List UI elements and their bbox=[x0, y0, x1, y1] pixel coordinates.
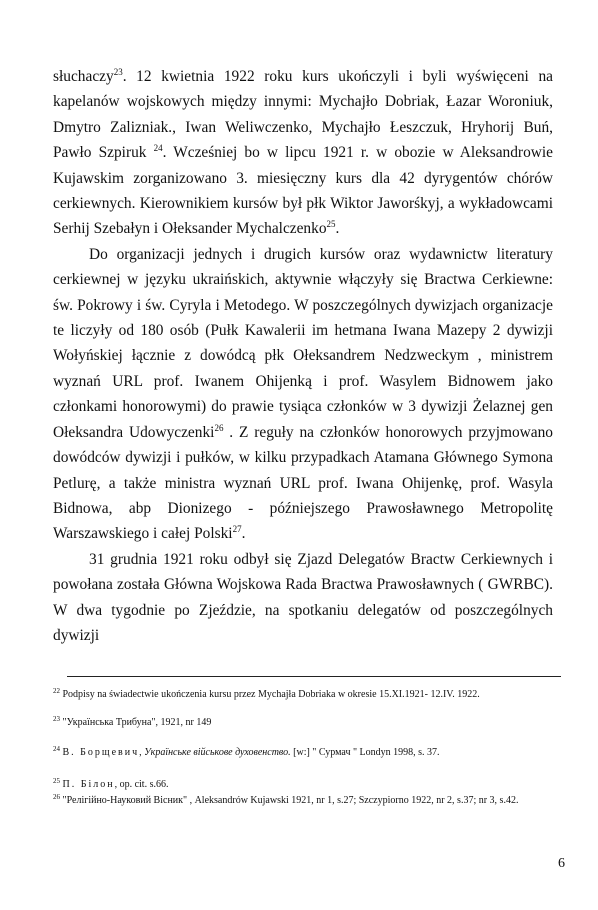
footnote-24: $^{24}$ В. Борщевич, Українське військове духовенство. [w:] " Сурмач " Londyn 1998, s. 37. bbox=[53, 745, 440, 758]
footnote-25 bbox=[53, 778, 553, 791]
text-run: słuchaczy bbox=[53, 68, 114, 85]
footnote-23 bbox=[53, 716, 553, 729]
footnote-author: П. Білон bbox=[62, 779, 115, 790]
paragraph-2 bbox=[53, 242, 553, 547]
text-run: . Wcześniej bo w lipcu 1921 r. w obozie w Aleksandrowie Kujawskim zorganizowano 3. miesięczny kurs dla 42 dyrygentów chórów cerkiewnych. Kierownikiem kursów był płk Wiktor Jaworśkyj, a wykładowcami Serhij Szebałyn i Ołeksander Mychalczenko bbox=[53, 144, 553, 238]
footnote-ref-23: 23 bbox=[113, 67, 123, 77]
footnote-text: , op. cit. s.66. bbox=[114, 779, 169, 790]
footnote-26 bbox=[53, 794, 553, 807]
footnote-number: 25 bbox=[53, 777, 60, 785]
text-run: . 12 kwietnia 1922 roku kurs ukończyli i byli wyświęceni na kapelanów wojskowych między innymi: Mychajło Dobriak, Łazar Woroniuk, Dmytro Zalizniak., Iwan Weliwczenko, Mychajło Łeszczuk, Hryhorij Buń, Pawło Szpiruk bbox=[53, 68, 553, 162]
footnote-number: 24 bbox=[53, 745, 60, 753]
footnote-ref-25: 25 bbox=[326, 219, 336, 230]
main-text bbox=[53, 64, 553, 648]
footnote-title: Українське військове духовенство. bbox=[144, 747, 291, 758]
text-run: Do organizacji jednych i drugich kursów oraz wydawnictw literatury cerkiewnej w języku ukraińskich, aktywnie włączyły się Bractwa Cerkiewne: św. Pokrowy i św. Cyryla i Metodego. W poszczególnych dywizjach organizacje te liczyły od 180 osób (Pułk Kawalerii im hetmana Iwana Mazepy 2 dywizji Wołyńskiej łącznie z dowódcą płk Ołeksandrem Nedzweckym , ministrem wyznań URL prof. Iwanem Ohijenką i prof. Wasylem Bidnowem jako członkami honorowymi) do prawie tysiąca członków w 3 dywizji Żelaznej gen Ołeksandra Udowyczenki bbox=[53, 245, 553, 441]
text-run: . bbox=[335, 220, 340, 238]
footnote-number: 22 bbox=[53, 687, 60, 695]
footnote-ref-24: 24 bbox=[153, 143, 163, 154]
footnote-number: 23 bbox=[53, 715, 60, 723]
footnote-author: В. Борщевич bbox=[62, 747, 140, 758]
page-number: 6 bbox=[558, 856, 565, 871]
footnote-number: 26 bbox=[53, 793, 60, 801]
footnote-separator bbox=[67, 676, 561, 677]
text-run: . bbox=[241, 525, 246, 543]
footnote-text: "Українська Трибуна", 1921, nr 149 bbox=[62, 717, 212, 728]
footnotes bbox=[53, 688, 553, 838]
footnote-ref-27: 27 bbox=[232, 524, 242, 535]
footnote-22 bbox=[53, 688, 553, 701]
text-run: 31 grudnia 1921 roku odbył się Zjazd Delegatów Bractw Cerkiewnych i powołana została Główna Wojskowa Rada Bractwa Prawosławnych ( GWRBC). W dwa tygodnie po Zjeździe, na spotkaniu delegatów od poszczególnych dywizji bbox=[53, 550, 553, 644]
footnote-text: "Релігійно-Науковий Вісник" , Aleksandrów Kujawski 1921, nr 1, s.27; Szczypiorno 1922, nr 2, s.37; nr 3, s.42. bbox=[62, 795, 519, 806]
footnote-text: Podpisy na świadectwie ukończenia kursu przez Mychajła Dobriaka w okresie 15.XI.1921- 12.IV. 1922. bbox=[62, 689, 480, 700]
paragraph-3 bbox=[53, 547, 553, 649]
paragraph-1 bbox=[53, 64, 553, 242]
footnote-ref-26: 26 bbox=[214, 422, 224, 433]
footnote-text: [w:] " Сурмач " Londyn 1998, s. 37. bbox=[290, 747, 440, 758]
text-run: . Z reguły na członków honorowych przyjmowano dowódców dywizji i pułków, w kilku przypadkach Atamana Głównego Symona Petlurę, a także ministra wyznań URL prof. Iwana Ohijenkę, prof. Wasyla Bidnowa, abp Dionizego - późniejszego Prawosławnego Metropolitę Warszawskiego i całej Polski bbox=[53, 423, 553, 543]
